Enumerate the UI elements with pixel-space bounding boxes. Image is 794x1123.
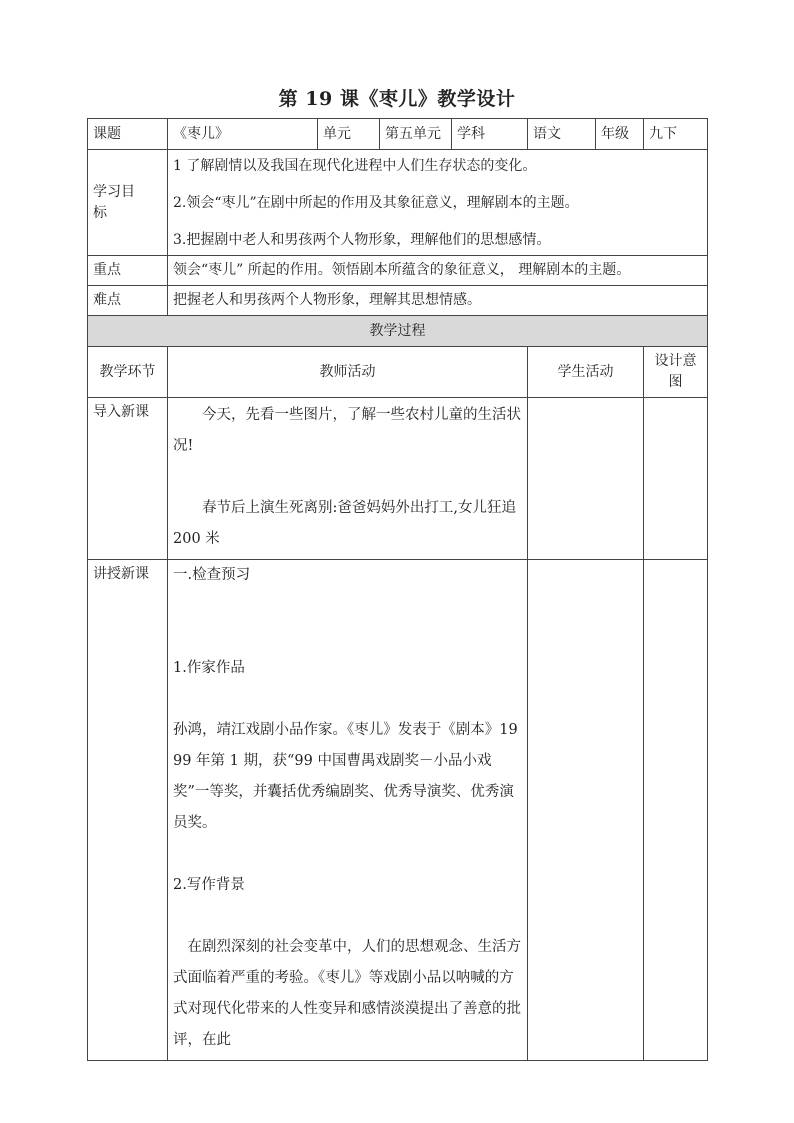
intro-line: 今天，先看一些图片，了解一些农村儿童的生活状况! — [173, 407, 521, 454]
col-student: 学生活动 — [528, 347, 644, 398]
grade-value: 九下 — [644, 119, 708, 150]
process-header: 教学过程 — [88, 316, 708, 347]
lecture-student — [528, 560, 644, 1061]
lecture-intent — [644, 560, 708, 1061]
sub-heading: 1.作家作品 — [173, 660, 245, 676]
page-title: 第 19 课《枣儿》教学设计 — [278, 88, 516, 110]
goals-label: 学习目标 — [88, 150, 168, 256]
lecture-row — [88, 560, 708, 1061]
lecture-teacher — [168, 560, 528, 1061]
key-point-label: 重点 — [88, 256, 168, 286]
col-teacher: 教师活动 — [168, 347, 528, 398]
topic-label: 课题 — [88, 119, 168, 150]
subject-label: 学科 — [452, 119, 528, 150]
intro-stage: 导入新课 — [88, 398, 168, 560]
intro-student — [528, 398, 644, 560]
subject-value: 语文 — [528, 119, 596, 150]
unit-value: 第五单元 — [380, 119, 452, 150]
col-intent: 设计意图 — [644, 347, 708, 398]
goal-item: 2.领会“枣儿”在剧中所起的作用及其象征意义，理解剧本的主题。 — [173, 195, 579, 211]
intro-teacher — [168, 398, 528, 560]
paragraph: 在剧烈深刻的社会变革中，人们的思想观念、生活方式面临着严重的考验。《枣儿》等戏剧小品以呐喊的方式对现代化带来的人性变异和感情淡漠提出了善意的批评，在此 — [173, 939, 521, 1048]
grade-label: 年级 — [596, 119, 644, 150]
section-heading: 一.检查预习 — [173, 567, 251, 583]
goal-item: 1 了解剧情以及我国在现代化进程中人们生存状态的变化。 — [173, 158, 537, 174]
difficulty-text: 把握老人和男孩两个人物形象，理解其思想情感。 — [168, 286, 708, 316]
lecture-stage: 讲授新课 — [88, 560, 168, 1061]
goals-row — [88, 150, 708, 256]
lesson-plan-table — [87, 118, 708, 1061]
key-point-row — [88, 256, 708, 286]
goals-content — [168, 150, 708, 256]
col-stage: 教学环节 — [88, 347, 168, 398]
key-point-text: 领会“枣儿” 所起的作用。领悟剧本所蕴含的象征意义， 理解剧本的主题。 — [168, 256, 708, 286]
difficulty-label: 难点 — [88, 286, 168, 316]
sub-heading: 2.写作背景 — [173, 877, 245, 893]
goal-item: 3.把握剧中老人和男孩两个人物形象，理解他们的思想感情。 — [173, 232, 551, 248]
unit-label: 单元 — [318, 119, 380, 150]
intro-row — [88, 398, 708, 560]
process-header-row — [88, 316, 708, 347]
process-columns-row — [88, 347, 708, 398]
intro-intent — [644, 398, 708, 560]
difficulty-row — [88, 286, 708, 316]
intro-line: 春节后上演生死离别:爸爸妈妈外出打工,女儿狂追 200 米 — [173, 500, 516, 547]
info-row — [88, 119, 708, 150]
topic-value: 《枣儿》 — [168, 119, 318, 150]
paragraph: 孙鸿，靖江戏剧小品作家。《枣儿》发表于《剧本》1999 年第 1 期，获“99 中国曹禺戏剧奖－小品小戏奖”一等奖，并囊括优秀编剧奖、优秀导演奖、优秀演员奖。 — [173, 722, 518, 831]
